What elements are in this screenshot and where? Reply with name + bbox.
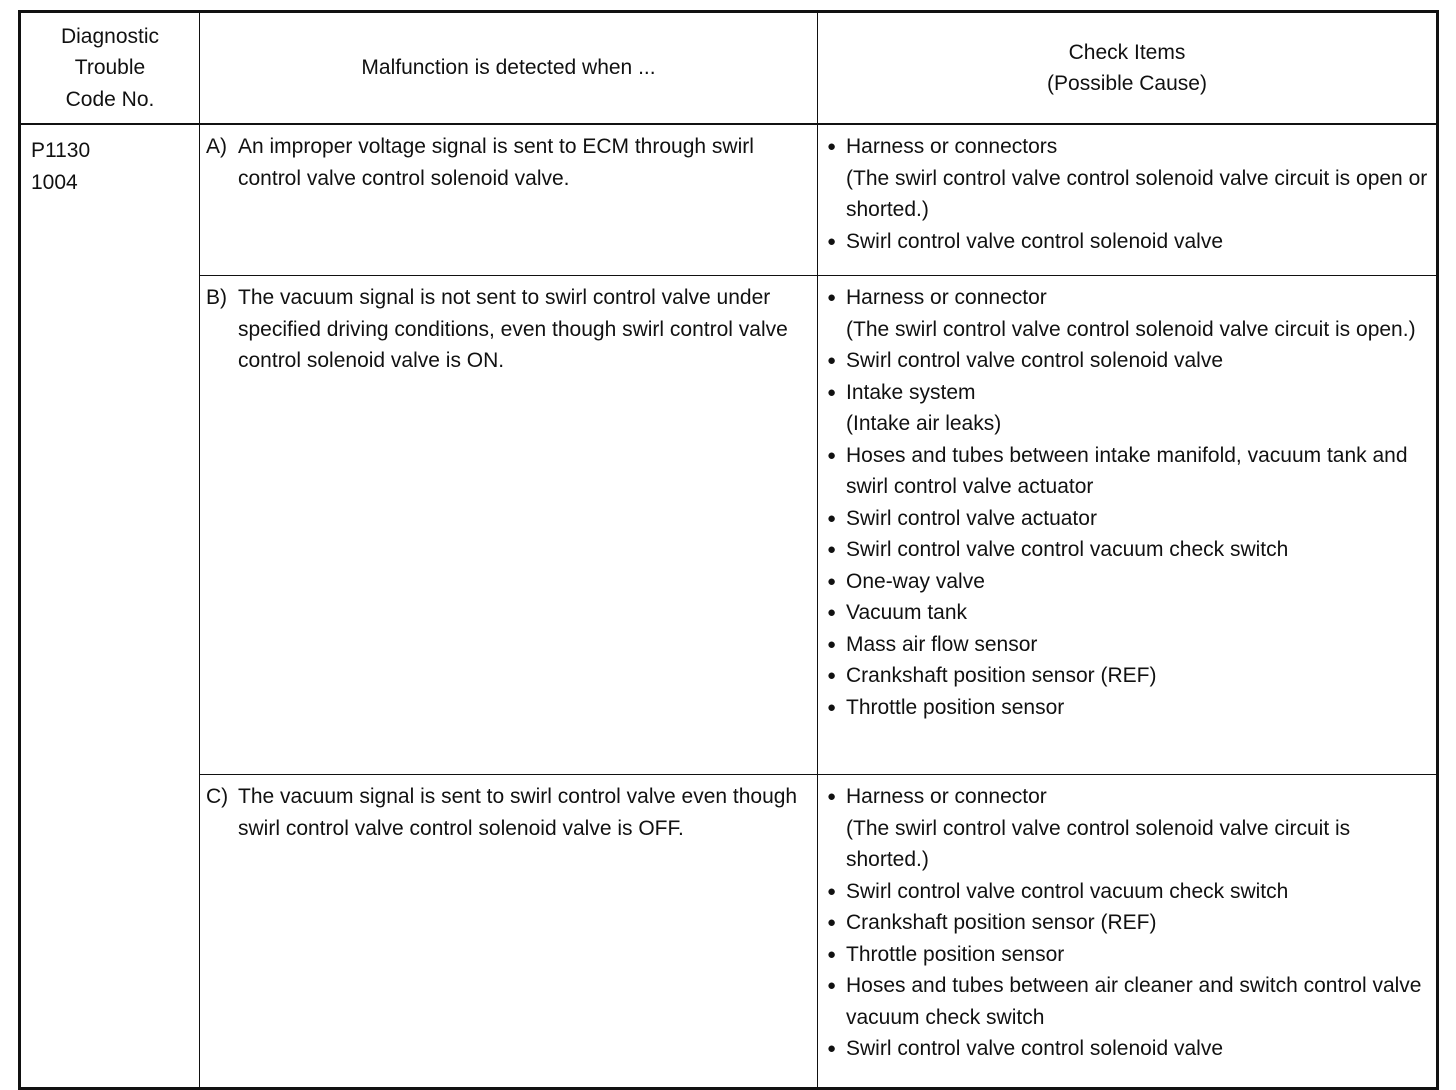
list-item xyxy=(824,876,1428,908)
list-item xyxy=(824,534,1428,566)
bullet-icon: ● xyxy=(827,1040,837,1057)
check-item-note: (The swirl control valve control solenoid valve circuit is open.) xyxy=(846,317,1416,341)
bullet-icon: ● xyxy=(827,882,837,900)
check-item-text: Swirl control valve control vacuum check switch xyxy=(846,538,1289,561)
bullet-icon: ● xyxy=(827,914,837,931)
condition-cell xyxy=(200,124,818,276)
bullet-icon: ● xyxy=(827,698,837,716)
list-item xyxy=(824,282,1428,345)
check-items-list xyxy=(824,131,1428,257)
list-item xyxy=(824,377,1428,440)
code-cell xyxy=(20,124,200,1089)
list-item xyxy=(824,226,1428,258)
condition-letter: C) xyxy=(206,785,229,808)
bullet-icon: ● xyxy=(827,446,837,464)
header-code xyxy=(20,12,200,125)
check-item-note: (Intake air leaks) xyxy=(846,412,1002,435)
bullet-icon: ● xyxy=(827,352,837,369)
bullet-icon: ● xyxy=(827,788,837,805)
header-code-line: Trouble xyxy=(74,56,146,80)
header-condition xyxy=(200,12,818,125)
header-check-line: Check Items xyxy=(1068,40,1186,64)
list-item xyxy=(824,692,1428,724)
check-items-cell xyxy=(818,124,1438,276)
header-code-line: Code No. xyxy=(65,87,155,111)
check-item-text: Swirl control valve control solenoid valve xyxy=(846,1037,1224,1060)
list-item xyxy=(824,566,1428,598)
list-item xyxy=(824,503,1428,535)
condition-cell xyxy=(200,775,818,1089)
bullet-icon: ● xyxy=(827,509,837,527)
condition-text: The vacuum signal is sent to swirl control valve even though swirl control valve control solenoid valve is OFF. xyxy=(238,785,798,840)
bullet-icon: ● xyxy=(827,635,837,653)
check-item-text: Throttle position sensor xyxy=(846,695,1065,719)
check-item-text: Hoses and tubes between air cleaner and switch control valve vacuum check switch xyxy=(846,974,1422,1029)
bullet-icon: ● xyxy=(827,604,837,621)
bullet-icon: ● xyxy=(827,289,837,306)
list-item xyxy=(824,440,1428,503)
check-items-cell xyxy=(818,276,1438,775)
bullet-icon: ● xyxy=(827,138,837,155)
check-item-text: Intake system xyxy=(846,380,976,404)
check-items-list xyxy=(824,282,1428,723)
bullet-icon: ● xyxy=(827,383,837,401)
dtc-code: P1130 xyxy=(31,139,91,162)
list-item xyxy=(824,1033,1428,1065)
dtc-code-alt: 1004 xyxy=(31,170,78,194)
list-item xyxy=(824,781,1428,876)
check-item-text: One-way valve xyxy=(846,569,985,593)
check-item-note: (The swirl control valve control solenoid valve circuit is open or shorted.) xyxy=(846,166,1428,221)
table-header-row xyxy=(20,12,1438,125)
list-item xyxy=(824,660,1428,692)
bullet-icon: ● xyxy=(827,977,837,994)
check-item-text: Mass air flow sensor xyxy=(846,632,1038,656)
header-check-line: (Possible Cause) xyxy=(1047,72,1207,95)
bullet-icon: ● xyxy=(827,667,837,684)
check-item-text: Vacuum tank xyxy=(846,601,968,624)
list-item xyxy=(824,939,1428,971)
bullet-icon: ● xyxy=(827,232,837,250)
check-items-cell xyxy=(818,775,1438,1089)
condition-text: An improper voltage signal is sent to ECM through swirl control valve control solenoid valve. xyxy=(238,135,754,190)
list-item xyxy=(824,345,1428,377)
condition-cell xyxy=(200,276,818,775)
check-item-text: Harness or connectors xyxy=(846,135,1058,158)
check-item-text: Crankshaft position sensor (REF) xyxy=(846,664,1157,687)
check-item-text: Harness or connector xyxy=(846,286,1047,309)
bullet-icon: ● xyxy=(827,945,837,963)
check-item-text: Swirl control valve actuator xyxy=(846,506,1097,530)
check-item-text: Swirl control valve control solenoid valve xyxy=(846,349,1224,372)
check-items-list xyxy=(824,781,1428,1065)
header-condition-text: Malfunction is detected when ... xyxy=(361,56,656,80)
table-row xyxy=(20,124,1438,276)
check-item-text: Harness or connector xyxy=(846,785,1047,808)
bullet-icon: ● xyxy=(827,541,837,558)
list-item xyxy=(824,131,1428,226)
check-item-text: Hoses and tubes between intake manifold, vacuum tank and swirl control valve actuator xyxy=(846,443,1408,498)
bullet-icon: ● xyxy=(827,572,837,590)
check-item-text: Swirl control valve control solenoid valve xyxy=(846,229,1224,253)
check-item-text: Crankshaft position sensor (REF) xyxy=(846,911,1157,934)
list-item xyxy=(824,907,1428,939)
table-row xyxy=(20,276,1438,775)
condition-text: The vacuum signal is not sent to swirl control valve under specified driving conditions, even though swirl control valve control solenoid valve is ON. xyxy=(238,286,788,372)
list-item xyxy=(824,597,1428,629)
header-check-items xyxy=(818,12,1438,125)
header-code-line: Diagnostic xyxy=(60,24,160,48)
list-item xyxy=(824,970,1428,1033)
check-item-text: Throttle position sensor xyxy=(846,942,1065,966)
condition-letter: B) xyxy=(206,286,227,309)
check-item-note: (The swirl control valve control solenoid valve circuit is shorted.) xyxy=(846,816,1351,871)
check-item-text: Swirl control valve control vacuum check switch xyxy=(846,879,1289,903)
condition-letter: A) xyxy=(206,135,227,158)
table-row xyxy=(20,775,1438,1089)
list-item xyxy=(824,629,1428,661)
diagnostic-trouble-code-table xyxy=(18,10,1439,1090)
